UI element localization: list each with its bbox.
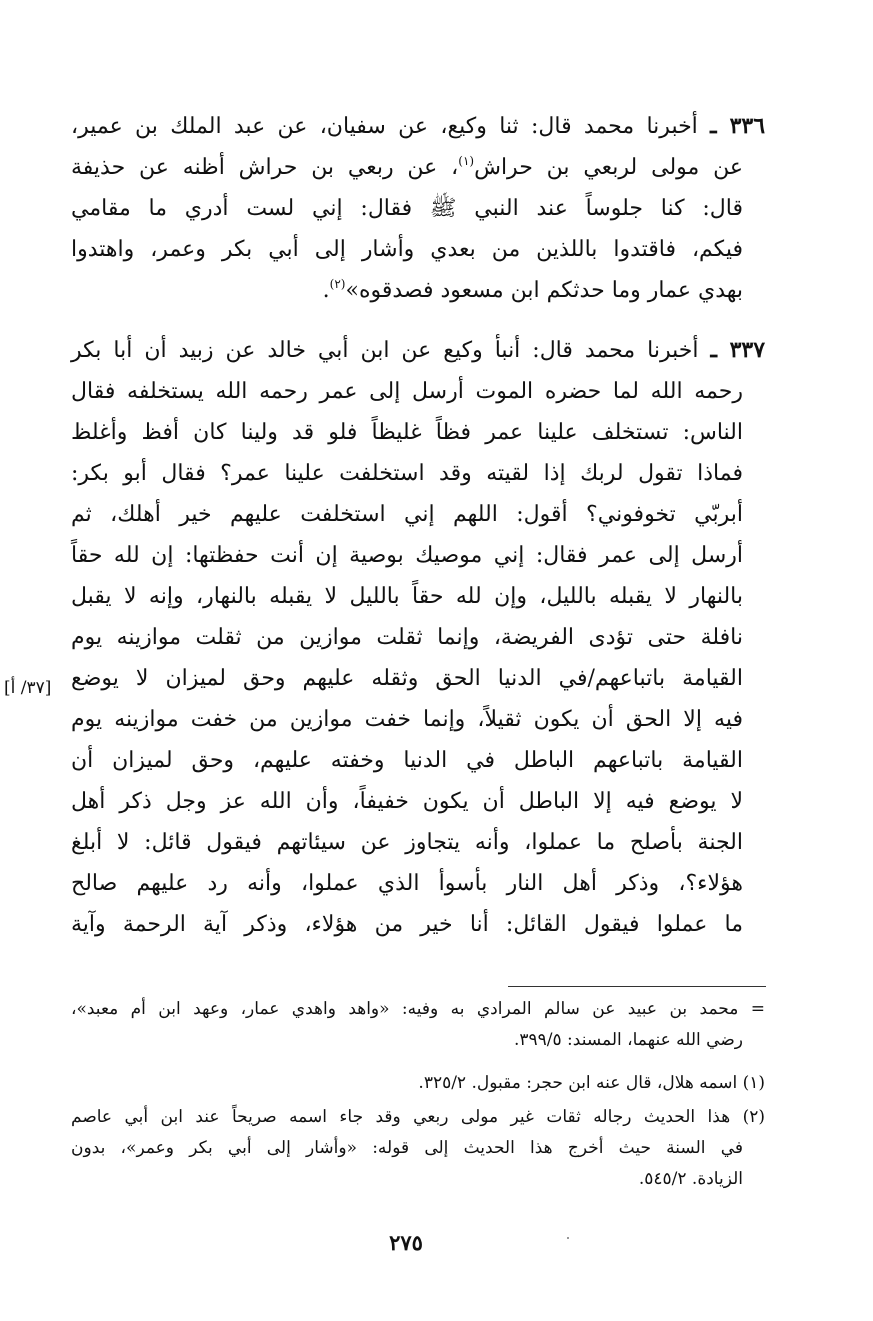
hadith-337-line-11: القيامة باتباعهم الباطل في الدنيا وخفته عليهم، وحق لميزان أن: [71, 748, 743, 773]
hadith-337-line-14: هؤلاء؟، وذكر أهل النار بأسوأ الذي عملوا، وأنه رد عليهم صالح: [71, 871, 743, 896]
footnote-continuation-line-2: رضي الله عنهما، المسند: ٣٩٩/٥.: [513, 1030, 743, 1050]
hadith-336-line-3: قال: كنا جلوساً عند النبي ﷺ فقال: إني لست أدري ما مقامي: [71, 196, 743, 221]
hadith-336-line-1: ٣٣٦ ـ أخبرنا محمد قال: ثنا وكيع، عن سفيان، عن عبد الملك بن عمير،: [71, 113, 766, 139]
footnote-1-line: (١) اسمه هلال، قال عنه ابن حجر: مقبول. ٣٢٥/٢.: [71, 1068, 765, 1099]
footnote-continuation-line-1: = محمد بن عبيد عن سالم المرادي به وفيه: «واهد واهدي عمار، وعهد ابن أم معبد»،: [71, 999, 765, 1019]
hadith-337: [71, 330, 765, 945]
footnote-separator: [508, 986, 766, 987]
hadith-337-line-9: القيامة باتباعهم/في الدنيا الحق وثقله عليهم وحق لميزان لا يوضع: [71, 666, 743, 691]
hadith-337-line-15: ما عملوا فيقول القائل: أنا خير من هؤلاء، وذكر آية الرحمة وآية: [71, 912, 743, 937]
hadith-337-line-8: نافلة حتى تؤدى الفريضة، وإنما ثقلت موازين من ثقلت موازينه يوم: [71, 625, 743, 650]
footnote-2-line-3: الزيادة. ٥٤٥/٢.: [638, 1169, 743, 1189]
footnote-ref-2[interactable]: (٢): [329, 277, 346, 291]
hadith-337-line-10: فيه إلا الحق أن يكون ثقيلاً، وإنما خفت موازين من خفت موازينه يوم: [71, 707, 743, 732]
manuscript-folio-marker: [٣٧/ أ]: [4, 678, 52, 698]
hadith-337-line-7: بالنهار لا يقبله بالليل، وإن لله حقاً بالليل لا يقبله بالنهار، وإنه لا يقبل: [71, 584, 743, 609]
hadith-336-line-4: فيكم، فاقتدوا باللذين من بعدي وأشار إلى أبي بكر وعمر، واهتدوا: [71, 237, 743, 262]
hadith-336-line-5: بهدي عمار وما حدثكم ابن مسعود فصدقوه»$^{(٢)}$.: [322, 277, 743, 303]
page-number: ٢٧٥: [389, 1230, 423, 1255]
footnote-2: [71, 1102, 765, 1195]
hadith-number: ٣٣٧ ـ: [710, 337, 766, 363]
hadith-337-line-12: لا يوضع فيه إلا الباطل أن يكون خفيفاً، وأن الله عز وجل ذكر أهل: [71, 789, 743, 814]
footnote-2-line-1: (٢) هذا الحديث رجاله ثقات غير مولى ربعي وقد جاء اسمه صريحاً عند ابن أبي عاصم: [71, 1102, 765, 1133]
hadith-337-line-3: الناس: تستخلف علينا عمر فظاً غليظاً فلو قد ولينا كان أفظ وأغلظ: [71, 420, 743, 445]
footnote-ref-1[interactable]: (١): [458, 154, 475, 168]
footnote-1: [71, 1068, 765, 1099]
footnote-continuation: [71, 994, 765, 1056]
footnote-2-line-2: في السنة حيث أخرج هذا الحديث إلى قوله: «وأشار إلى أبي بكر وعمر»، بدون: [71, 1138, 743, 1158]
hadith-337-line-4: فماذا تقول لربك إذا لقيته وقد استخلفت علينا عمر؟ فقال أبو بكر:: [71, 461, 743, 486]
scan-speck: [567, 1237, 569, 1239]
hadith-337-line-5: أبربّي تخوفوني؟ أقول: اللهم إني استخلفت عليهم خير أهلك، ثم: [71, 502, 743, 527]
hadith-number: ٣٣٦ ـ: [710, 113, 766, 139]
footnote-1-marker: (١): [742, 1073, 765, 1093]
footnote-2-marker: (٢): [742, 1107, 766, 1127]
hadith-337-line-1: ٣٣٧ ـ أخبرنا محمد قال: أنبأ وكيع عن ابن أبي خالد عن زبيد أن أبا بكر: [71, 337, 766, 363]
hadith-336: [71, 106, 765, 311]
hadith-337-line-6: أرسل إلى عمر فقال: إني موصيك بوصية إن أنت حفظتها: إن لله حقاً: [71, 543, 743, 568]
hadith-337-line-2: رحمه الله لما حضره الموت أرسل إلى عمر رحمه الله يستخلفه فقال: [71, 379, 743, 404]
hadith-336-line-2: عن مولى لربعي بن حراش$^{(١)}$، عن ربعي بن حراش أظنه عن حذيفة: [71, 154, 744, 180]
hadith-337-line-13: الجنة بأصلح ما عملوا، وأنه يتجاوز عن سيئاتهم فيقول قائل: لا أبلغ: [71, 830, 743, 855]
